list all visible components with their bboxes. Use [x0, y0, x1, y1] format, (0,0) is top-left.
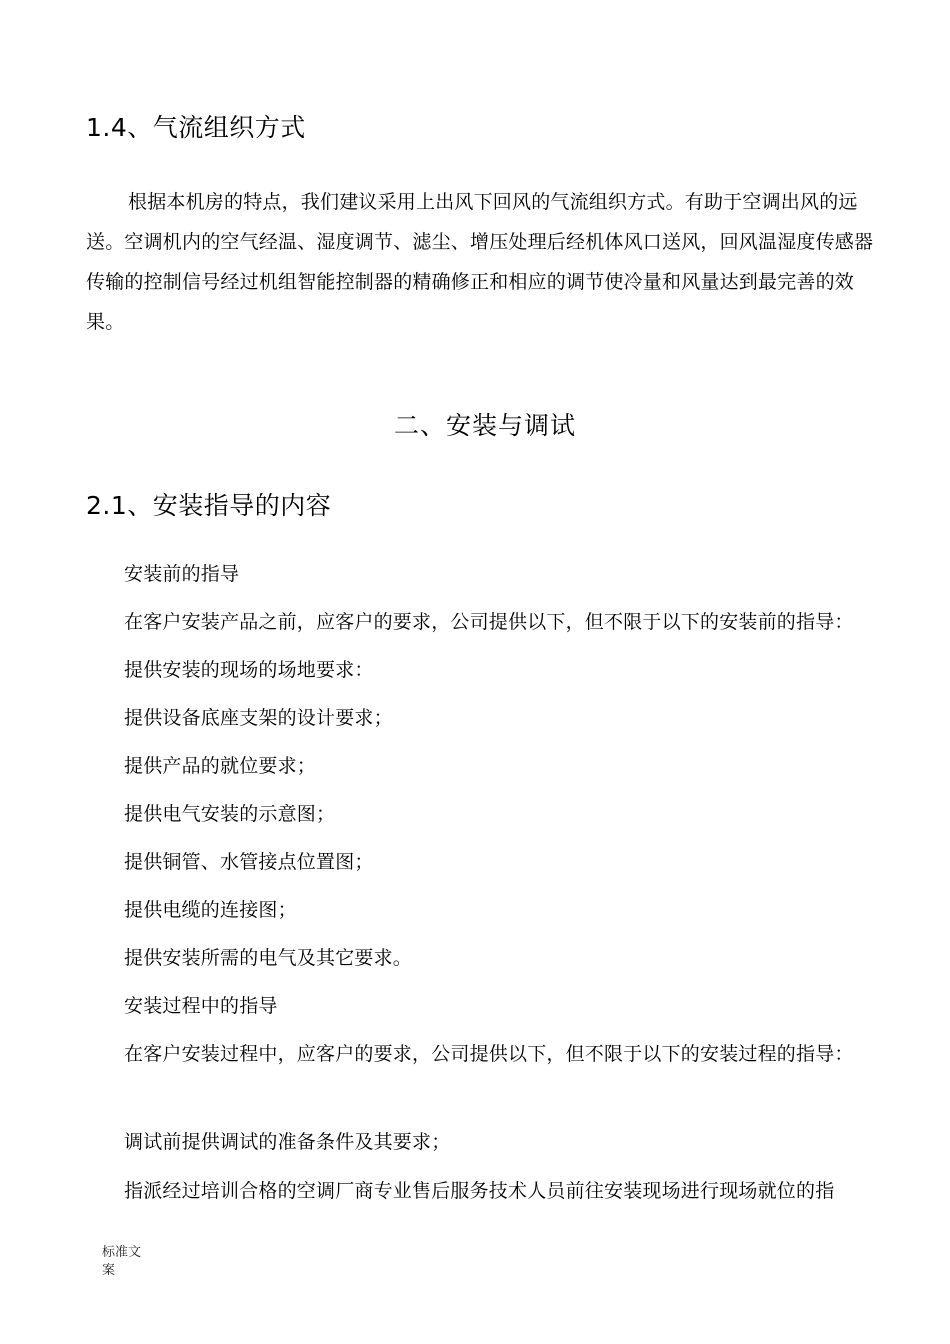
list-item: 提供铜管、水管接点位置图； [124, 851, 374, 873]
list-item: 提供电气安装的示意图； [124, 803, 336, 825]
list-item: 提供电缆的连接图； [124, 899, 297, 921]
chapter-heading-2: 二、安装与调试 [394, 411, 577, 440]
text-line: 在客户安装过程中，应客户的要求，公司提供以下，但不限于以下的安装过程的指导： [124, 1043, 854, 1065]
subheading-during-install: 安装过程中的指导 [124, 995, 278, 1017]
section-heading-2-1: 2.1、安装指导的内容 [86, 491, 332, 520]
text-line: 在客户安装产品之前，应客户的要求，公司提供以下，但不限于以下的安装前的指导： [124, 611, 854, 633]
text-line: 指派经过培训合格的空调厂商专业售后服务技术人员前往安装现场进行现场就位的指 [124, 1180, 835, 1202]
list-item: 调试前提供调试的准备条件及其要求； [124, 1131, 451, 1153]
list-item: 提供产品的就位要求； [124, 755, 317, 777]
list-item: 提供安装所需的电气及其它要求。 [124, 947, 413, 969]
footer-label: 标准文案 [102, 1245, 142, 1278]
list-item: 提供安装的现场的场地要求： [124, 659, 374, 681]
subheading-pre-install: 安装前的指导 [124, 563, 240, 585]
list-item: 提供设备底座支架的设计要求； [124, 707, 393, 729]
section-heading-1-4: 1.4、气流组织方式 [86, 113, 306, 142]
section-1-4-paragraph: 根据本机房的特点，我们建议采用上出风下回风的气流组织方式。有助于空调出风的远送。空调机内的空气经温、湿度调节、滤尘、增压处理后经机体风口送风，回风温湿度传感器传输的控制信号经过机组智能控制器的精确修正和相应的调节使冷量和风量达到最完善的效果。 [86, 191, 874, 333]
